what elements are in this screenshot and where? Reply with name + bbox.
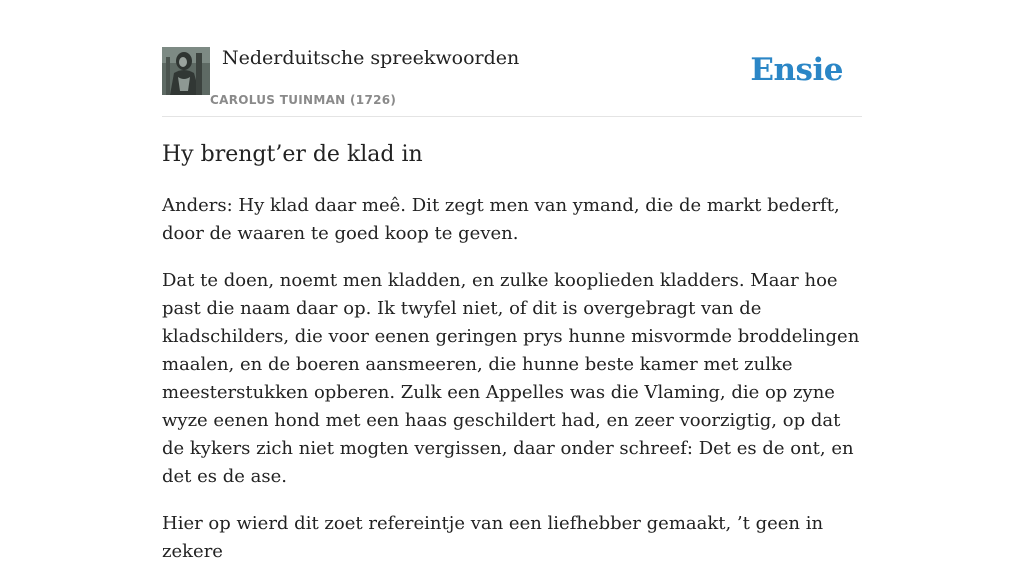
entry-content <box>162 140 862 566</box>
portrait-graphic <box>162 47 210 95</box>
author-name[interactable]: CAROLUS TUINMAN (1726) <box>210 93 397 107</box>
brand-logo[interactable]: Ensie <box>750 52 843 88</box>
book-header <box>162 46 862 117</box>
entry-paragraph: Hier op wierd dit zoet refereintje van een liefhebber gemaakt, ’t geen in zekere <box>162 513 824 562</box>
entry-paragraph: Anders: Hy klad daar meê. Dit zegt men van ymand, die de markt bederft, door de waaren te goed koop te geven. <box>162 195 840 244</box>
entry-title: Hy brengt’er de klad in <box>162 142 423 167</box>
entry-paragraph: Dat te doen, noemt men kladden, en zulke kooplieden kladders. Maar hoe past die naam daar op. Ik twyfel niet, of dit is overgebragt van de kladschilders, die voor eenen geringen prys hunne misvormde broddelingen maalen, en de boeren aansmeeren, die hunne beste kamer met zulke meesterstukken opberen. Zulk een Appelles was die Vlaming, die op zyne wyze eenen hond met een haas geschildert had, en zeer voorzigtig, op dat de kykers zich niet mogten vergissen, daar onder schreef: Det es de ont, en det es de ase. <box>162 270 860 487</box>
author-portrait-icon[interactable] <box>162 47 210 95</box>
book-title[interactable]: Nederduitsche spreekwoorden <box>222 47 520 69</box>
